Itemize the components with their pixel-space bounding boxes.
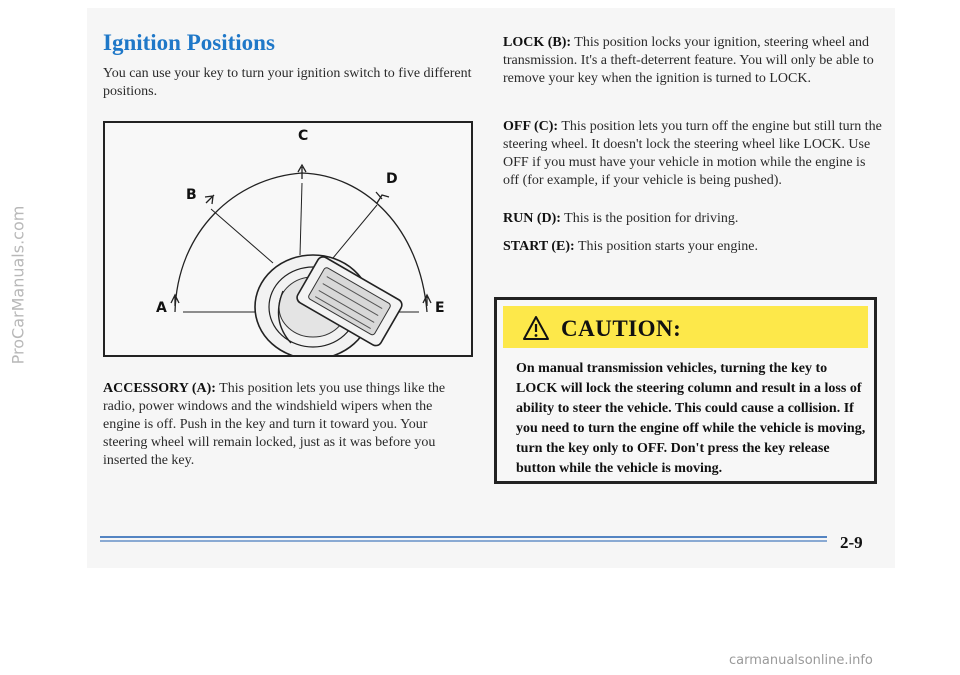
caution-text: On manual transmission vehicles, turning the key to LOCK will lock the steering column and result in a loss of ability to steer the vehicle. This could cause a collision. If you need to turn the engine off while the vehicle is moving, turn the key only to OFF. Don't press the key release button while the vehicle is moving. <box>516 361 866 476</box>
page-number: 2-9 <box>840 533 863 552</box>
site-watermark: carmanualsonline.info <box>729 653 873 668</box>
arrow-d-icon <box>376 192 389 203</box>
footer-rule <box>100 535 827 543</box>
start-text: This position starts your engine. <box>574 239 759 254</box>
run-text: This is the position for driving. <box>560 211 739 226</box>
page-title: Ignition Positions <box>103 30 275 55</box>
watermark <box>6 200 30 370</box>
lock-text: This position locks your ignition, steering wheel and transmission. It's a theft-deterrent feature. You will only be able to remove your key when the ignition is turned to LOCK. <box>503 35 874 86</box>
caution-header <box>503 306 868 348</box>
watermark-text: ProCarManuals.com <box>8 205 28 365</box>
ignition-drawing <box>105 123 471 355</box>
label-b: B <box>186 187 197 203</box>
label-a: A <box>156 300 167 316</box>
off-term: OFF (C): <box>503 119 559 134</box>
arrow-c-icon <box>298 165 306 179</box>
pointer-line-d <box>333 205 377 258</box>
ignition-diagram <box>103 121 473 357</box>
off-text: This position lets you turn off the engine but still turn the steering wheel. It doesn't lock the steering wheel like LOCK. Use OFF if you must have your vehicle in motion while the engine is off (for example, if your vehicle is being pushed). <box>503 119 882 188</box>
label-e: E <box>435 300 445 316</box>
label-c: C <box>298 128 309 144</box>
pointer-line-c <box>300 183 302 255</box>
run-paragraph <box>503 210 883 228</box>
intro-paragraph: You can use your key to turn your ignition switch to five different positions. <box>103 66 472 99</box>
arrow-b-icon <box>205 195 214 204</box>
run-term: RUN (D): <box>503 211 561 226</box>
lock-paragraph <box>503 34 883 88</box>
warning-triangle-icon <box>522 315 550 341</box>
accessory-paragraph <box>103 380 473 470</box>
caution-title: CAUTION: <box>561 316 682 341</box>
off-paragraph <box>503 118 883 190</box>
accessory-term: ACCESSORY (A): <box>103 381 216 396</box>
accessory-text: This position lets you use things like the radio, power windows and the windshield wipers when the engine is off. Push in the key and turn it toward you. Your steering wheel will remain locked, just as it was before you inserted the key. <box>103 381 446 468</box>
start-term: START (E): <box>503 239 575 254</box>
label-d: D <box>386 171 398 187</box>
arrow-e-icon <box>423 295 431 306</box>
lock-term: LOCK (B): <box>503 35 572 50</box>
start-paragraph <box>503 238 883 256</box>
pointer-line-b <box>211 209 273 263</box>
arrow-a-icon <box>171 295 179 306</box>
caution-box <box>494 297 877 484</box>
